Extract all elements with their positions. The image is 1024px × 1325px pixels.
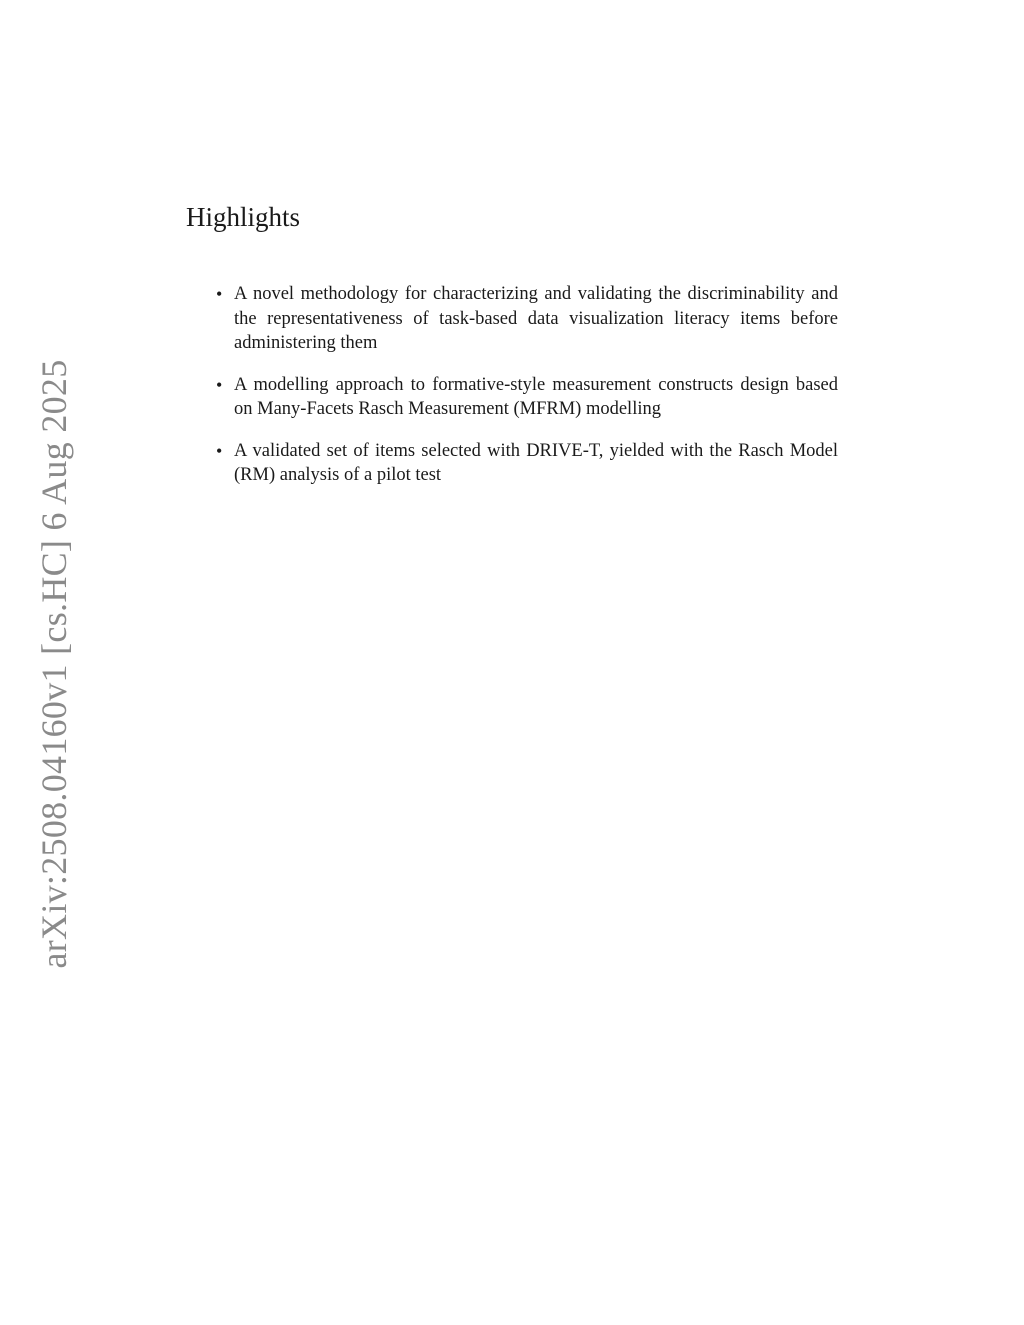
bullet-icon: •: [216, 374, 223, 395]
bullet-icon: •: [216, 440, 223, 461]
bullet-icon: •: [216, 284, 223, 304]
arxiv-identifier-stamp: arXiv:2508.04160v1 [cs.HC] 6 Aug 2025: [34, 359, 74, 969]
highlights-list: [216, 282, 838, 505]
highlight-text: A modelling approach to formative-style measurement constructs design based on Many-Facets Rasch Measurement (MFRM) modelling: [234, 374, 838, 419]
highlight-text: A novel methodology for characterizing and validating the discriminability and the representativeness of task-based data visualization literacy items before administering them: [234, 284, 838, 353]
highlight-item: [216, 373, 838, 422]
highlight-text: A validated set of items selected with DRIVE-T, yielded with the Rasch Model (RM) analysis of a pilot test: [234, 440, 838, 485]
section-heading: Highlights: [186, 202, 301, 232]
highlight-item: [216, 439, 838, 488]
highlight-item: [216, 282, 838, 356]
